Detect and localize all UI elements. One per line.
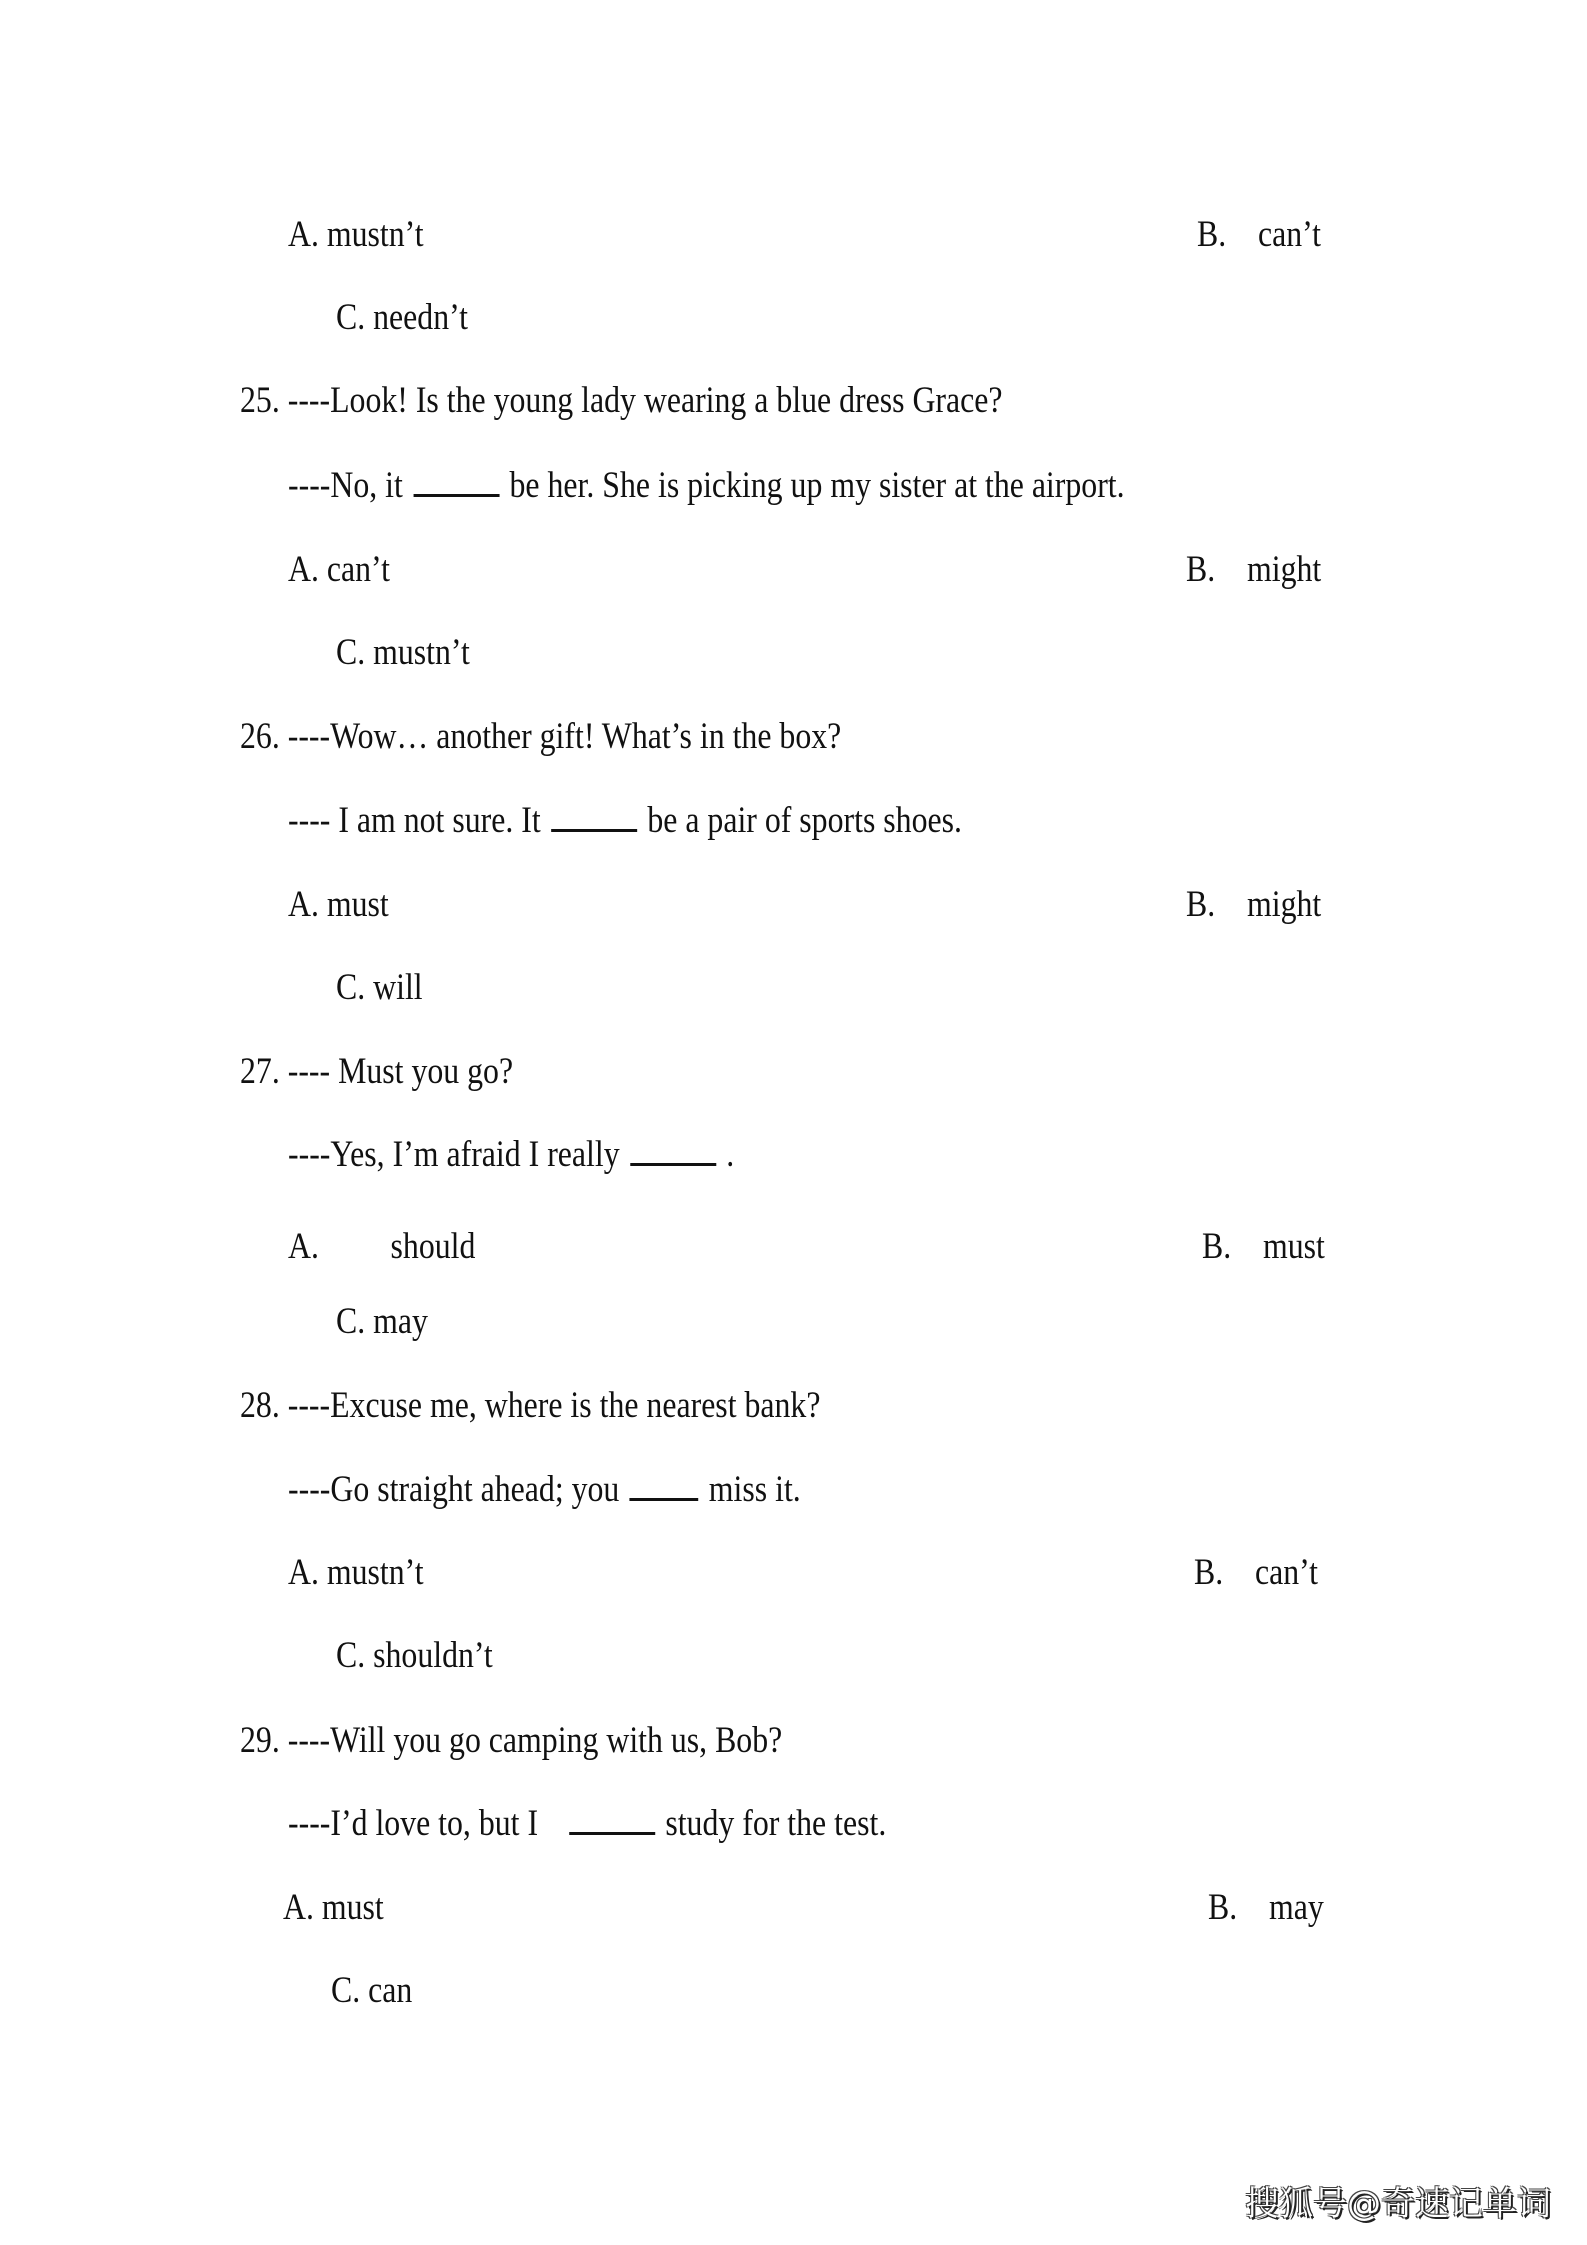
q28-question: 28. ----Excuse me, where is the nearest bank?	[240, 1385, 821, 1426]
answer-blank	[569, 1802, 655, 1835]
q27-question: 27. ---- Must you go?	[240, 1051, 514, 1092]
q25-option-c: C. mustn’t	[336, 632, 470, 673]
q29-option-a: A. must	[283, 1887, 384, 1928]
q26-option-c: C. will	[336, 967, 423, 1008]
q26-answer	[288, 799, 962, 843]
q28-answer	[288, 1468, 801, 1512]
q27-option-a: A. should	[288, 1226, 476, 1267]
answer-suffix: be her. She is picking up my sister at the airport.	[509, 465, 1125, 506]
q24-option-a: A. mustn’t	[288, 214, 424, 255]
answer-blank	[551, 799, 637, 832]
q28-option-a: A. mustn’t	[288, 1552, 424, 1593]
q26-option-b: B. might	[1186, 884, 1322, 925]
q25-answer	[288, 464, 1125, 508]
q26-option-a: A. must	[288, 884, 389, 925]
answer-blank	[413, 464, 499, 497]
answer-prefix: ----Go straight ahead; you	[288, 1469, 620, 1510]
answer-suffix: be a pair of sports shoes.	[647, 800, 962, 841]
q24-option-c: C. needn’t	[336, 297, 468, 338]
answer-prefix: ----I’d love to, but I	[288, 1803, 539, 1844]
q27-answer	[288, 1133, 734, 1177]
q29-question: 29. ----Will you go camping with us, Bob?	[240, 1720, 783, 1761]
q28-option-c: C. shouldn’t	[336, 1635, 493, 1676]
q25-option-b: B. might	[1186, 549, 1322, 590]
answer-prefix: ----Yes, I’m afraid I really	[288, 1134, 620, 1175]
q27-option-b: B. must	[1202, 1226, 1325, 1267]
watermark: 搜狐号@奇速记单词	[1245, 2184, 1551, 2224]
answer-blank	[630, 1468, 699, 1501]
q29-option-b: B. may	[1208, 1887, 1324, 1928]
q27-option-c: C. may	[336, 1301, 428, 1342]
answer-suffix: .	[726, 1134, 735, 1175]
q25-option-a: A. can’t	[288, 549, 390, 590]
q29-answer	[288, 1802, 886, 1846]
q28-option-b: B. can’t	[1194, 1552, 1319, 1593]
q24-option-b: B. can’t	[1197, 214, 1322, 255]
answer-blank	[630, 1133, 716, 1166]
answer-prefix: ----No, it	[288, 465, 403, 506]
answer-prefix: ---- I am not sure. It	[288, 800, 541, 841]
q25-question: 25. ----Look! Is the young lady wearing a blue dress Grace?	[240, 380, 1003, 421]
answer-suffix: study for the test.	[665, 1803, 887, 1844]
q29-option-c: C. can	[331, 1970, 413, 2011]
answer-suffix: miss it.	[708, 1469, 801, 1510]
q26-question: 26. ----Wow… another gift! What’s in the box?	[240, 716, 842, 757]
